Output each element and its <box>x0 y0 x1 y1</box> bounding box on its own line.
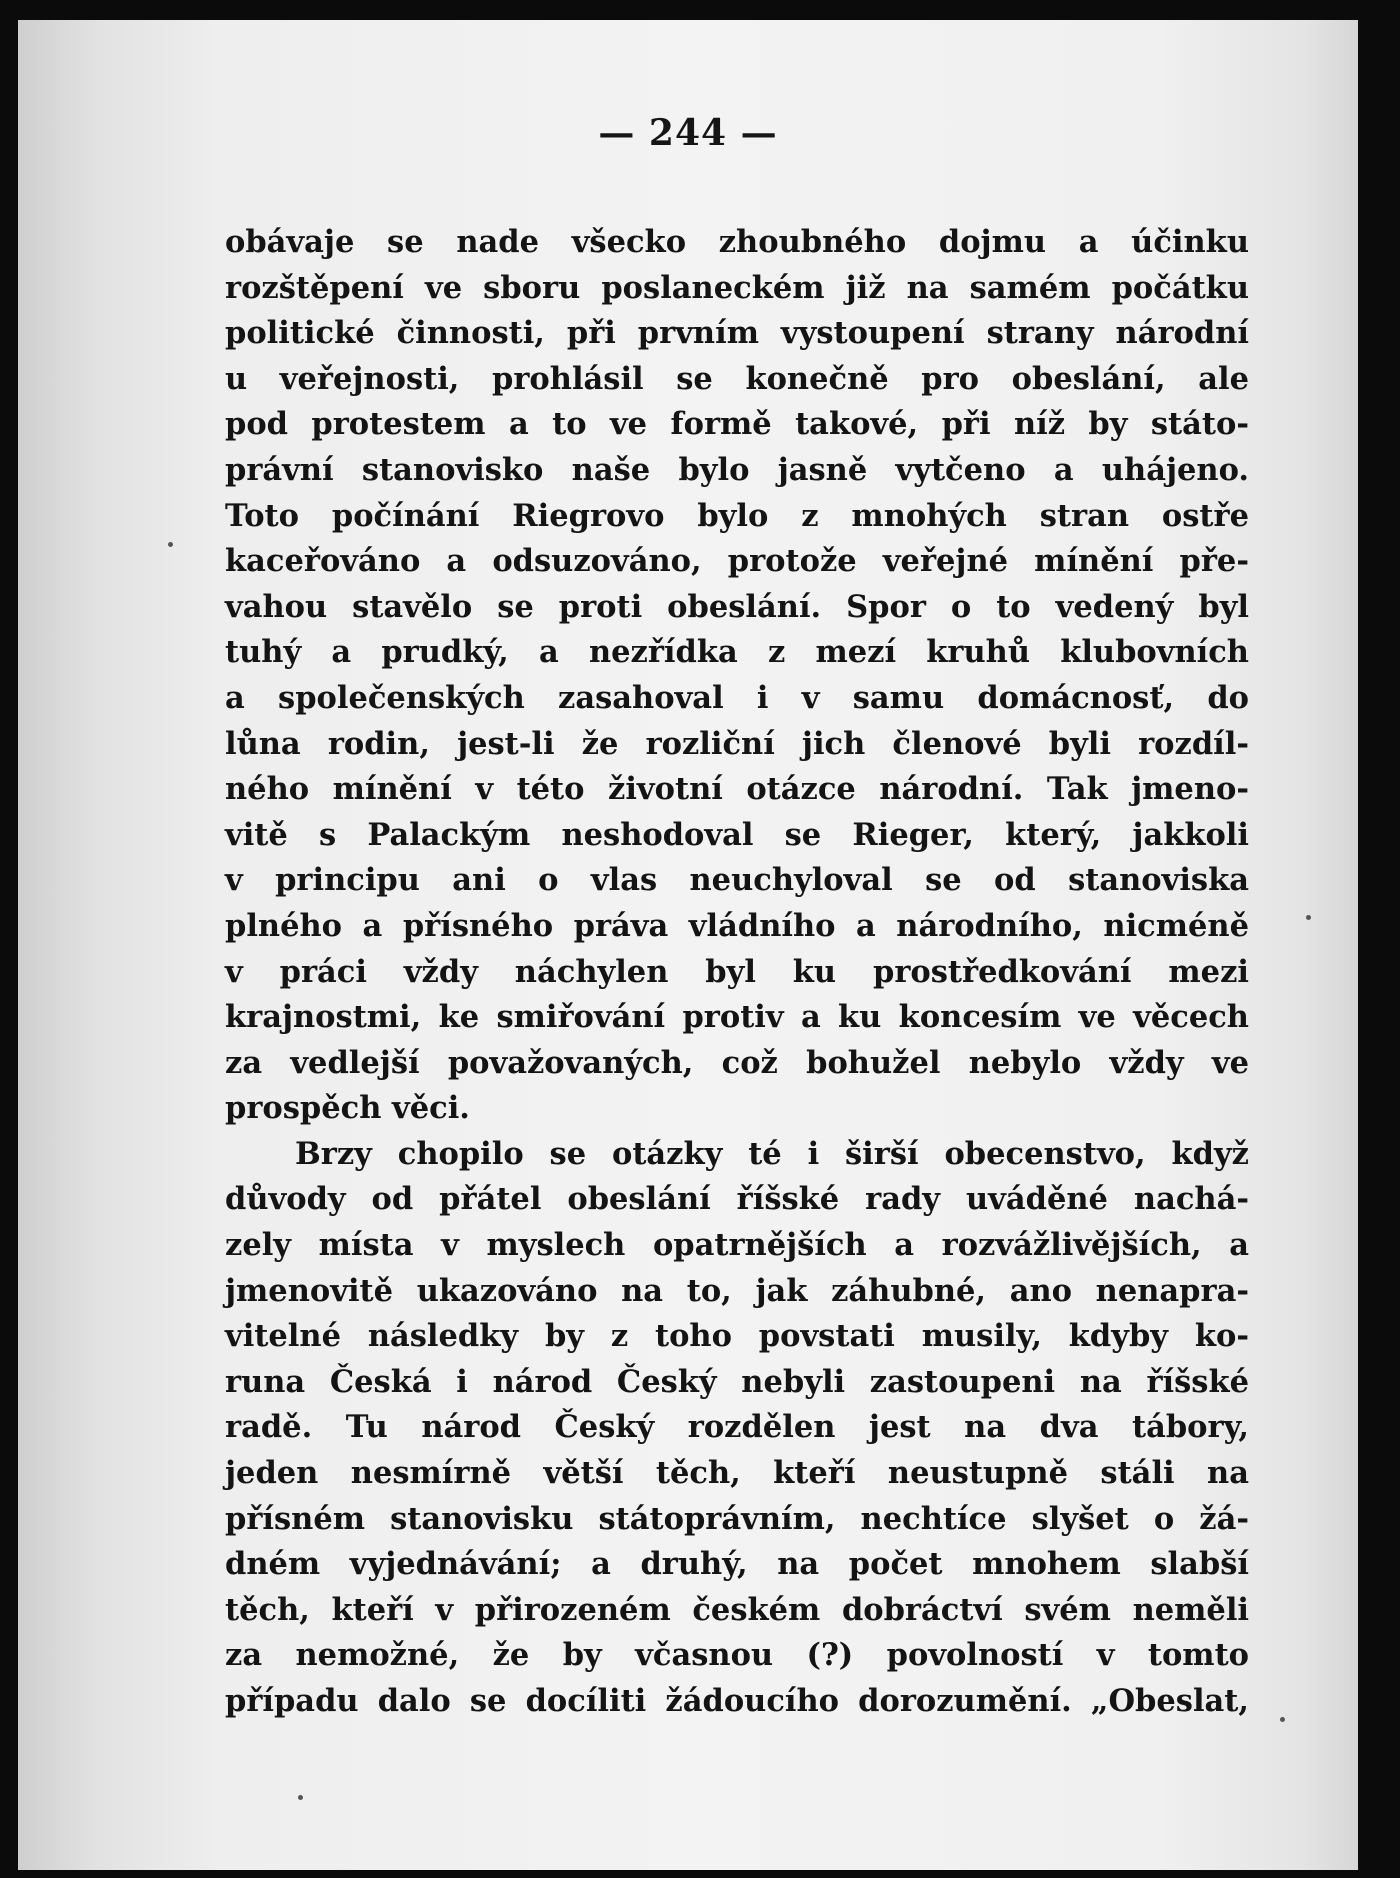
page-number: — 244 — <box>598 112 778 154</box>
text-line: tuhý a prudký, a nezřídka z mezí kruhů klubovních <box>225 634 1249 671</box>
text-line: vahou stavělo se proti obeslání. Spor o to vedený byl <box>225 588 1249 625</box>
text-line: Brzy chopilo se otázky té i širší obecenstvo, když <box>295 1135 1249 1172</box>
text-line: radě. Tu národ Český rozdělen jest na dva tábory, <box>225 1409 1249 1446</box>
body-text <box>225 220 1249 1725</box>
text-line: a společenských zasahoval i v samu domácnosť, do <box>225 679 1249 716</box>
text-line: plného a přísného práva vládního a národního, nicméně <box>225 907 1249 944</box>
scan-speck <box>298 1795 303 1800</box>
text-line: v práci vždy náchylen byl ku prostředkování mezi <box>225 953 1249 990</box>
text-line: zely místa v myslech opatrnějších a rozvážlivějších, a <box>225 1227 1249 1264</box>
text-line: právní stanovisko naše bylo jasně vytčeno a uhájeno. <box>225 451 1249 488</box>
text-line: prospěch věci. <box>225 1090 470 1127</box>
text-line: obávaje se nade všecko zhoubného dojmu a účinku <box>225 224 1249 260</box>
text-line: Toto počínání Riegrovo bylo z mnohých stran ostře <box>225 497 1249 534</box>
text-line: jeden nesmírně větší těch, kteří neustupně stáli na <box>225 1455 1249 1492</box>
text-line: těch, kteří v přirozeném českém dobráctví svém neměli <box>225 1591 1249 1628</box>
scan-speck <box>168 542 173 547</box>
text-line: kaceřováno a odsuzováno, protože veřejné mínění pře- <box>225 543 1249 580</box>
text-line: jmenovitě ukazováno na to, jak záhubné, ano nenapra- <box>225 1272 1249 1309</box>
text-line: důvody od přátel obeslání říšské rady uváděné nachá- <box>225 1181 1249 1218</box>
text-line: případu dalo se docíliti žádoucího dorozumění. „Obeslat, <box>225 1683 1249 1719</box>
text-line: vitě s Palackým neshodoval se Rieger, který, jakkoli <box>225 816 1249 853</box>
text-line: přísném stanovisku státoprávním, nechtíce slyšet o žá- <box>225 1500 1249 1537</box>
text-line: politické činnosti, při prvním vystoupení strany národní <box>225 315 1249 352</box>
text-line: u veřejnosti, prohlásil se konečně pro obeslání, ale <box>225 360 1249 397</box>
text-line: za nemožné, že by včasnou (?) povolností v tomto <box>225 1637 1249 1674</box>
text-line: lůna rodin, jest-li že rozliční jich členové byli rozdíl- <box>225 725 1249 762</box>
text-line: za vedlejší považovaných, což bohužel nebylo vždy ve <box>225 1044 1249 1081</box>
text-line: rozštěpení ve sboru poslaneckém již na samém počátku <box>225 269 1249 306</box>
text-line: v principu ani o vlas neuchyloval se od stanoviska <box>225 862 1249 899</box>
text-line: vitelné následky by z toho povstati musily, kdyby ko- <box>225 1318 1249 1355</box>
text-line: pod protestem a to ve formě takové, při níž by státo- <box>225 406 1249 443</box>
text-line: dném vyjednávání; a druhý, na počet mnohem slabší <box>225 1546 1249 1583</box>
scan-speck <box>1280 1717 1285 1722</box>
text-line: krajnostmi, ke smiřování protiv a ku koncesím ve věcech <box>225 999 1249 1036</box>
paragraph-1 <box>225 220 1249 1132</box>
book-page <box>18 20 1358 1870</box>
scan-speck <box>1306 915 1311 920</box>
paragraph-2 <box>225 1132 1249 1725</box>
text-line: ného mínění v této životní otázce národní. Tak jmeno- <box>225 771 1249 808</box>
text-line: runa Česká i národ Český nebyli zastoupeni na říšské <box>225 1363 1249 1400</box>
